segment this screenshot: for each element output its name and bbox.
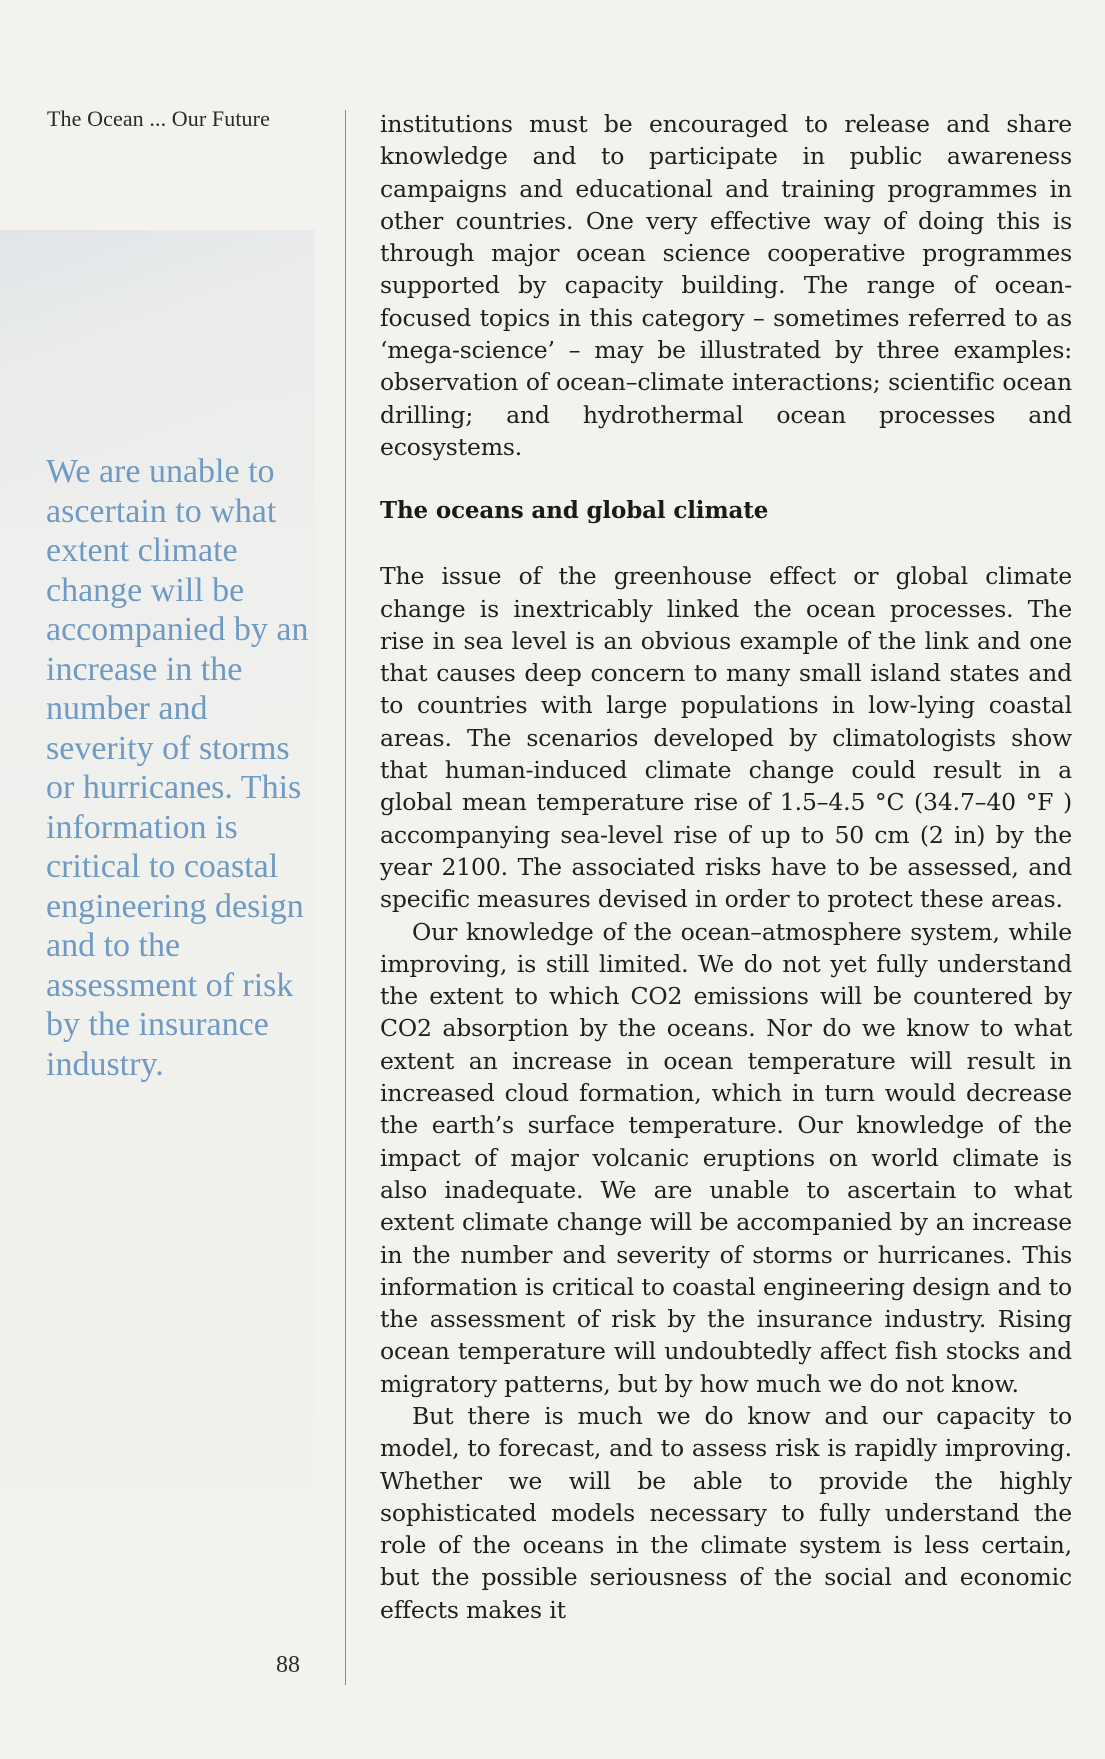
section-heading: The oceans and global climate (380, 497, 769, 525)
background-image-wash-top (0, 230, 315, 490)
page-number: 88 (276, 1652, 300, 1678)
column-divider (345, 110, 346, 1685)
intro-paragraph: institutions must be encouraged to release and share knowledge and to participate in public awareness campaigns and educational and training programmes in other countries. One very effective way of doing this is through major ocean science cooperative programmes supported by capacity building. The range of ocean-focused topics in this category – sometimes referred to as ‘mega-science’ – may be illustrated by three examples: observation of ocean–climate interactions; scientific ocean drilling; and hydrothermal ocean processes and ecosystems. (380, 110, 1072, 461)
paragraph-capacity: But there is much we do know and our capacity to model, to forecast, and to assess risk is rapidly improving. Whether we will be able to provide the highly sophisticated models necessary to fully understand the role of the oceans in the climate system is less certain, but the possible seriousness of the social and economic effects makes it (380, 1401, 1072, 1624)
pull-quote: We are unable to ascertain to what extent climate change will be accompanied by an increase in the number and severity of storms or hurricanes. This information is critical to coastal engineering design and to the assessment of risk by the insurance industry. (46, 453, 309, 1083)
running-head: The Ocean ... Our Future (47, 106, 270, 131)
article-body (380, 108, 1072, 1626)
paragraph-knowledge: Our knowledge of the ocean–atmosphere system, while improving, is still limited. We do not yet fully understand the extent to which CO2 emissions will be countered by CO2 absorption by the oceans. Nor do we know to what extent an increase in ocean temperature will result in increased cloud formation, which in turn would decrease the earth’s surface temperature. Our knowledge of the impact of major volcanic eruptions on world climate is also inadequate. We are unable to ascertain to what extent climate change will be accompanied by an increase in the number and severity of storms or hurricanes. This information is critical to coastal engineering design and to the assessment of risk by the insurance industry. Rising ocean temperature will undoubtedly affect fish stocks and migratory patterns, but by how much we do not know. (380, 917, 1072, 1398)
paragraph-greenhouse: The issue of the greenhouse effect or global climate change is inextricably linked the ocean processes. The rise in sea level is an obvious example of the link and one that causes deep concern to many small island states and to countries with large populations in low-lying coastal areas. The scenarios developed by climatologists show that human-induced climate change could result in a global mean temperature rise of 1.5–4.5 °C (34.7–40 °F ) accompanying sea-level rise of up to 50 cm (2 in) by the year 2100. The associated risks have to be assessed, and specific measures devised in order to protect these areas. (380, 562, 1072, 914)
